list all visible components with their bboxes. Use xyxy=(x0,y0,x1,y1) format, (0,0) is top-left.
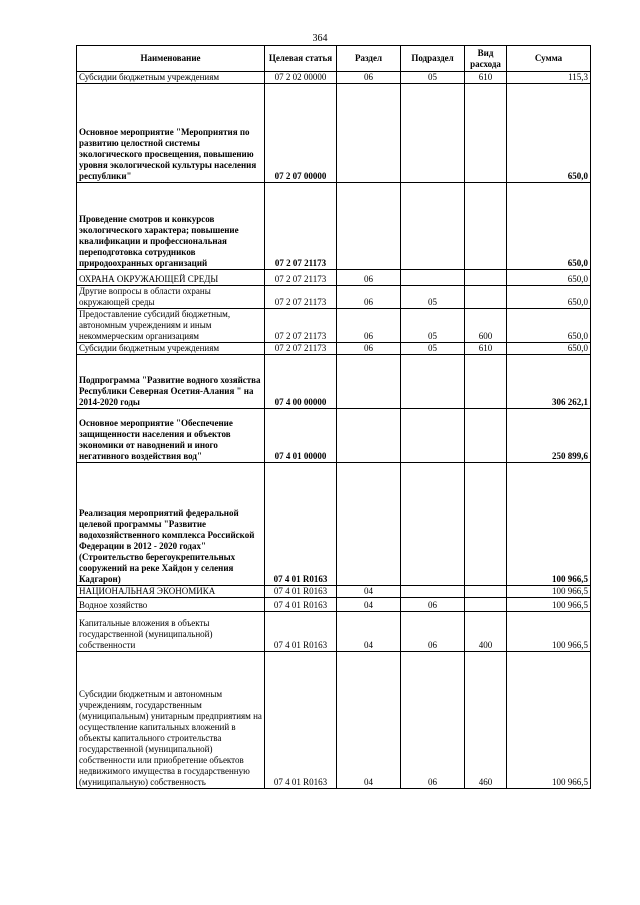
table-row xyxy=(77,270,591,286)
table-row xyxy=(77,309,591,343)
cell-subsection xyxy=(401,463,465,586)
cell-sum: 250 899,6 xyxy=(507,409,591,463)
cell-vr: 600 xyxy=(465,309,507,343)
header-code: Целевая статья xyxy=(265,46,337,72)
table-row xyxy=(77,612,591,652)
cell-name: Водное хозяйство xyxy=(77,598,265,612)
cell-code: 07 2 07 21173 xyxy=(265,343,337,355)
cell-section: 06 xyxy=(337,270,401,286)
cell-sum: 650,0 xyxy=(507,309,591,343)
cell-name: Капитальные вложения в объекты государственной (муниципальной) собственности xyxy=(77,612,265,652)
cell-sum: 100 966,5 xyxy=(507,652,591,789)
cell-vr xyxy=(465,586,507,598)
header-name: Наименование xyxy=(77,46,265,72)
cell-vr xyxy=(465,355,507,409)
cell-name: Другие вопросы в области охраны окружающей среды xyxy=(77,286,265,309)
cell-subsection: 06 xyxy=(401,598,465,612)
cell-name: Подпрограмма "Развитие водного хозяйства Республики Северная Осетия-Алания " на 2014-2020 годы xyxy=(77,355,265,409)
cell-section: 04 xyxy=(337,612,401,652)
cell-sum: 650,0 xyxy=(507,183,591,270)
cell-code: 07 4 01 R0163 xyxy=(265,586,337,598)
cell-sum: 100 966,5 xyxy=(507,612,591,652)
cell-code: 07 2 07 21173 xyxy=(265,309,337,343)
cell-subsection xyxy=(401,409,465,463)
cell-code: 07 4 01 R0163 xyxy=(265,598,337,612)
cell-vr: 610 xyxy=(465,72,507,84)
cell-subsection: 06 xyxy=(401,652,465,789)
cell-vr xyxy=(465,183,507,270)
cell-code: 07 2 07 21173 xyxy=(265,270,337,286)
cell-subsection: 05 xyxy=(401,286,465,309)
cell-section xyxy=(337,409,401,463)
budget-table xyxy=(76,45,591,789)
cell-code: 07 2 07 21173 xyxy=(265,183,337,270)
cell-section: 06 xyxy=(337,343,401,355)
cell-code: 07 4 01 R0163 xyxy=(265,463,337,586)
cell-sum: 650,0 xyxy=(507,84,591,183)
table-row xyxy=(77,84,591,183)
cell-section xyxy=(337,84,401,183)
cell-section: 06 xyxy=(337,286,401,309)
table-row xyxy=(77,72,591,84)
cell-name: Основное мероприятие "Мероприятия по развитию целостной системы экологического просвещения, повышению уровня экологической культуры населения республики" xyxy=(77,84,265,183)
table-row xyxy=(77,286,591,309)
cell-code: 07 4 01 R0163 xyxy=(265,612,337,652)
cell-sum: 115,3 xyxy=(507,72,591,84)
table-row xyxy=(77,463,591,586)
cell-vr xyxy=(465,598,507,612)
cell-vr: 400 xyxy=(465,612,507,652)
cell-sum: 100 966,5 xyxy=(507,463,591,586)
cell-name: Основное мероприятие "Обеспечение защищенности населения и объектов экономики от наводнений и иного негативного воздействия вод" xyxy=(77,409,265,463)
cell-section: 04 xyxy=(337,586,401,598)
cell-name: Субсидии бюджетным и автономным учреждениям, государственным (муниципальным) унитарным предприятиям на осуществление капитальных вложений в объекты капитального строительства государственной (муниципальной) собственности или приобретение объектов недвижимого имущества в государственную (муниципальную) собственность xyxy=(77,652,265,789)
table-row xyxy=(77,183,591,270)
cell-name: Субсидии бюджетным учреждениям xyxy=(77,72,265,84)
cell-subsection xyxy=(401,270,465,286)
cell-sum: 650,0 xyxy=(507,286,591,309)
cell-name: НАЦИОНАЛЬНАЯ ЭКОНОМИКА xyxy=(77,586,265,598)
cell-code: 07 2 07 21173 xyxy=(265,286,337,309)
cell-vr xyxy=(465,84,507,183)
cell-subsection xyxy=(401,84,465,183)
cell-name: Проведение смотров и конкурсов экологического характера; повышение квалификации и профессиональная переподготовка сотрудников природоохранных организаций xyxy=(77,183,265,270)
cell-code: 07 4 01 00000 xyxy=(265,409,337,463)
cell-vr xyxy=(465,286,507,309)
cell-name: Реализация мероприятий федеральной целевой программы "Развитие водохозяйственного комплекса Российской Федерации в 2012 - 2020 годах" (Строительство берегоукрепительных сооружений на реке Хайдон у селения Кадгарон) xyxy=(77,463,265,586)
table-row xyxy=(77,409,591,463)
cell-sum: 650,0 xyxy=(507,270,591,286)
table-row xyxy=(77,355,591,409)
cell-vr xyxy=(465,409,507,463)
table-row xyxy=(77,652,591,789)
cell-subsection: 06 xyxy=(401,612,465,652)
cell-section xyxy=(337,463,401,586)
cell-sum: 100 966,5 xyxy=(507,598,591,612)
table-row xyxy=(77,586,591,598)
cell-name: Предоставление субсидий бюджетным, автономным учреждениям и иным некоммерческим организациям xyxy=(77,309,265,343)
cell-name: ОХРАНА ОКРУЖАЮЩЕЙ СРЕДЫ xyxy=(77,270,265,286)
table-header-row xyxy=(77,46,591,72)
cell-section: 04 xyxy=(337,598,401,612)
cell-subsection: 05 xyxy=(401,309,465,343)
cell-subsection xyxy=(401,586,465,598)
cell-vr xyxy=(465,270,507,286)
page-number: 364 xyxy=(312,33,328,44)
cell-vr: 610 xyxy=(465,343,507,355)
cell-subsection xyxy=(401,183,465,270)
cell-sum: 100 966,5 xyxy=(507,586,591,598)
header-sum: Сумма xyxy=(507,46,591,72)
cell-section: 06 xyxy=(337,72,401,84)
cell-code: 07 2 07 00000 xyxy=(265,84,337,183)
cell-section: 06 xyxy=(337,309,401,343)
cell-code: 07 4 00 00000 xyxy=(265,355,337,409)
cell-subsection: 05 xyxy=(401,343,465,355)
cell-section xyxy=(337,355,401,409)
cell-subsection xyxy=(401,355,465,409)
header-vr: Вид расхода xyxy=(465,46,507,72)
cell-vr: 460 xyxy=(465,652,507,789)
cell-section xyxy=(337,183,401,270)
header-section: Раздел xyxy=(337,46,401,72)
header-subsection: Подраздел xyxy=(401,46,465,72)
cell-code: 07 2 02 00000 xyxy=(265,72,337,84)
cell-sum: 306 262,1 xyxy=(507,355,591,409)
cell-code: 07 4 01 R0163 xyxy=(265,652,337,789)
cell-subsection: 05 xyxy=(401,72,465,84)
cell-vr xyxy=(465,463,507,586)
cell-sum: 650,0 xyxy=(507,343,591,355)
table-row xyxy=(77,598,591,612)
cell-name: Субсидии бюджетным учреждениям xyxy=(77,343,265,355)
table-row xyxy=(77,343,591,355)
cell-section: 04 xyxy=(337,652,401,789)
